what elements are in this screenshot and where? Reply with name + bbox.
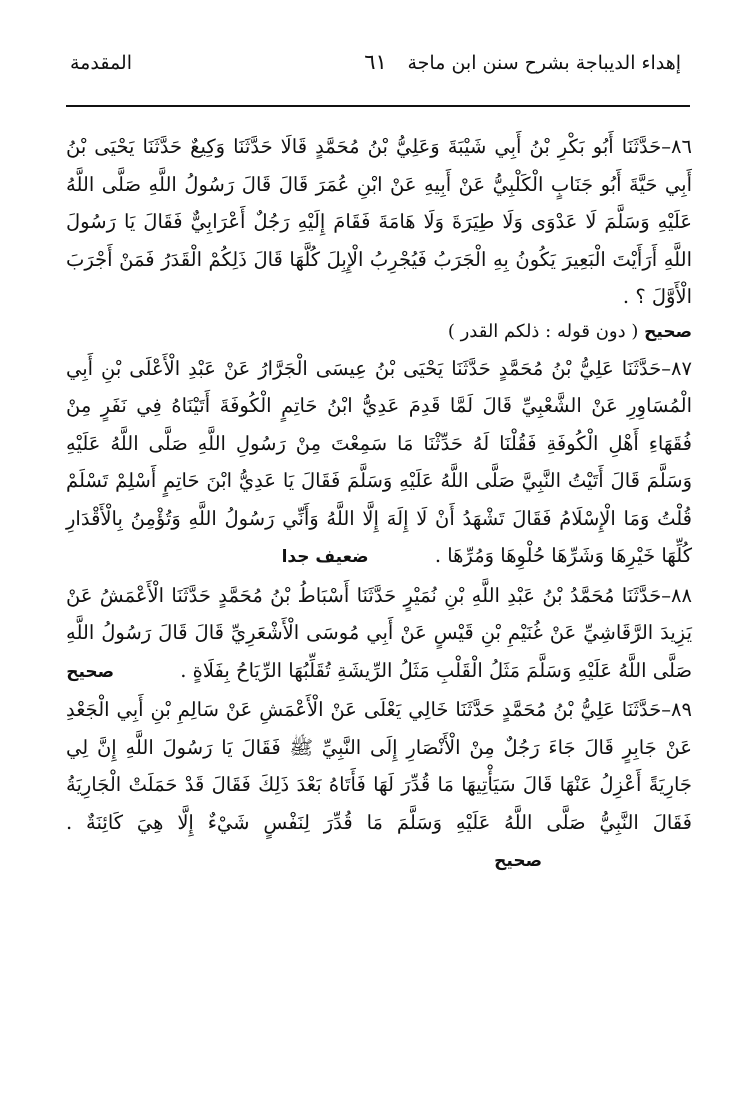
hadith-text: –حَدَّثَنَا عَلِيُّ بْنُ مُحَمَّدٍ حَدَّثَنَا يَحْيَى بْنُ عِيسَى الْجَرَّارُ عَنْ عَبْدِ الْأَعْلَى بْنِ أَبِي الْمُسَاوِرِ عَنْ الشَّعْبِيِّ قَالَ لَمَّا قَدِمَ عَدِيُّ ابْنُ حَاتِمٍ الْكُوفَةَ أَتَيْنَاهُ فِي نَفَرٍ مِنْ فُقَهَاءِ أَهْلِ الْكُوفَةِ فَقُلْنَا لَهُ حَدِّثْنَا مَا سَمِعْتَ مِنْ رَسُولِ اللَّهِ صَلَّى اللَّهُ عَلَيْهِ وَسَلَّمَ قَالَ أَتَيْتُ النَّبِيَّ صَلَّى اللَّهُ عَلَيْهِ وَسَلَّمَ فَقَالَ يَا عَدِيُّ ابْنَ حَاتِمٍ أَسْلِمْ تَسْلَمْ قُلْتُ وَمَا الْإِسْلَامُ فَقَالَ تَشْهَدُ أَنْ لَا إِلَهَ إِلَّا اللَّهُ وَأَنِّي رَسُولُ اللَّهِ وَتُؤْمِنُ بِالْأَقْدَارِ كُلِّهَا خَيْرِهَا وَشَرِّهَا حُلْوِهَا وَمُرِّهَا . [66, 356, 692, 567]
book-title: إهداء الديباجة بشرح سنن ابن ماجة [407, 52, 681, 74]
hadith-number: ٨٧ [671, 356, 692, 380]
hadith-number: ٨٦ [671, 135, 692, 158]
hadith-88 [66, 577, 692, 692]
hadith-number: ٨٩ [671, 698, 692, 721]
hadith-86-grade [66, 316, 692, 348]
grade-label: صحيح [494, 851, 542, 871]
header-divider [66, 105, 690, 107]
hadith-text: –حَدَّثَنَا مُحَمَّدُ بْنُ عَبْدِ اللَّهِ بْنِ نُمَيْرٍ حَدَّثَنَا أَسْبَاطُ بْنُ مُحَمَّدٍ حَدَّثَنَا الْأَعْمَشُ عَنْ يَزِيدَ الرَّقَاشِيِّ عَنْ غُنَيْمِ بْنِ قَيْسٍ عَنْ أَبِي مُوسَى الْأَشْعَرِيِّ قَالَ قَالَ رَسُولُ اللَّهِ صَلَّى اللَّهُ عَلَيْهِ وَسَلَّمَ مَثَلُ الْقَلْبِ مَثَلُ الرِّيشَةِ تُقَلِّبُهَا الرِّيَاحُ بِفَلَاةٍ . [66, 583, 692, 682]
grade-label: ضعيف جدا [281, 547, 369, 567]
hadith-text: –حَدَّثَنَا أَبُو بَكْرِ بْنُ أَبِي شَيْبَةَ وَعَلِيُّ بْنُ مُحَمَّدٍ قَالَا حَدَّثَنَا وَكِيعٌ حَدَّثَنَا يَحْيَى بْنُ أَبِي حَيَّةَ أَبُو جَنَابٍ الْكَلْبِيُّ عَنْ أَبِيهِ عَنْ ابْنِ عُمَرَ قَالَ قَالَ رَسُولُ اللَّهِ صَلَّى اللَّهُ عَلَيْهِ وَسَلَّمَ لَا عَدْوَى وَلَا طِيَرَةَ وَلَا هَامَةَ فَقَامَ إِلَيْهِ رَجُلٌ أَعْرَابِيٌّ فَقَالَ يَا رَسُولَ اللَّهِ أَرَأَيْتَ الْبَعِيرَ يَكُونُ بِهِ الْجَرَبُ فَيُجْرِبُ الْإِبِلَ كُلَّهَا قَالَ ذَلِكُمْ الْقَدَرُ فَمَنْ أَجْرَبَ الْأَوَّلَ ؟ . [66, 135, 692, 308]
grade-label: صحيح [644, 321, 692, 342]
hadith-text: –حَدَّثَنَا عَلِيُّ بْنُ مُحَمَّدٍ حَدَّثَنَا خَالِي يَعْلَى عَنْ الْأَعْمَشِ عَنْ سَالِمِ بْنِ أَبِي الْجَعْدِ عَنْ جَابِرٍ قَالَ جَاءَ رَجُلٌ مِنْ الْأَنْصَارِ إِلَى النَّبِيِّ ﷺ فَقَالَ يَا رَسُولَ اللَّهِ إِنَّ لِي جَارِيَةً أَعْزِلُ عَنْهَا قَالَ سَيَأْتِيهَا مَا قُدِّرَ لَهَا فَأَتَاهُ بَعْدَ ذَلِكَ فَقَالَ قَدْ حَمَلَتْ الْجَارِيَةُ فَقَالَ النَّبِيُّ صَلَّى اللَّهُ عَلَيْهِ وَسَلَّمَ مَا قُدِّرَ لِنَفْسٍ شَيْءٌ إِلَّا هِيَ كَائِنَةٌ . [66, 698, 692, 834]
hadith-number: ٨٨ [671, 583, 692, 607]
page-body [66, 128, 692, 881]
page-header [70, 44, 681, 84]
grade-label: صحيح [66, 661, 115, 682]
page-number: ٦١ [364, 50, 387, 74]
hadith-86 [66, 128, 692, 316]
grade-note: ( دون قوله : ذلكم القدر ) [447, 320, 639, 342]
section-title: المقدمة [70, 52, 133, 74]
hadith-87 [66, 350, 692, 577]
hadith-89 [66, 691, 692, 881]
